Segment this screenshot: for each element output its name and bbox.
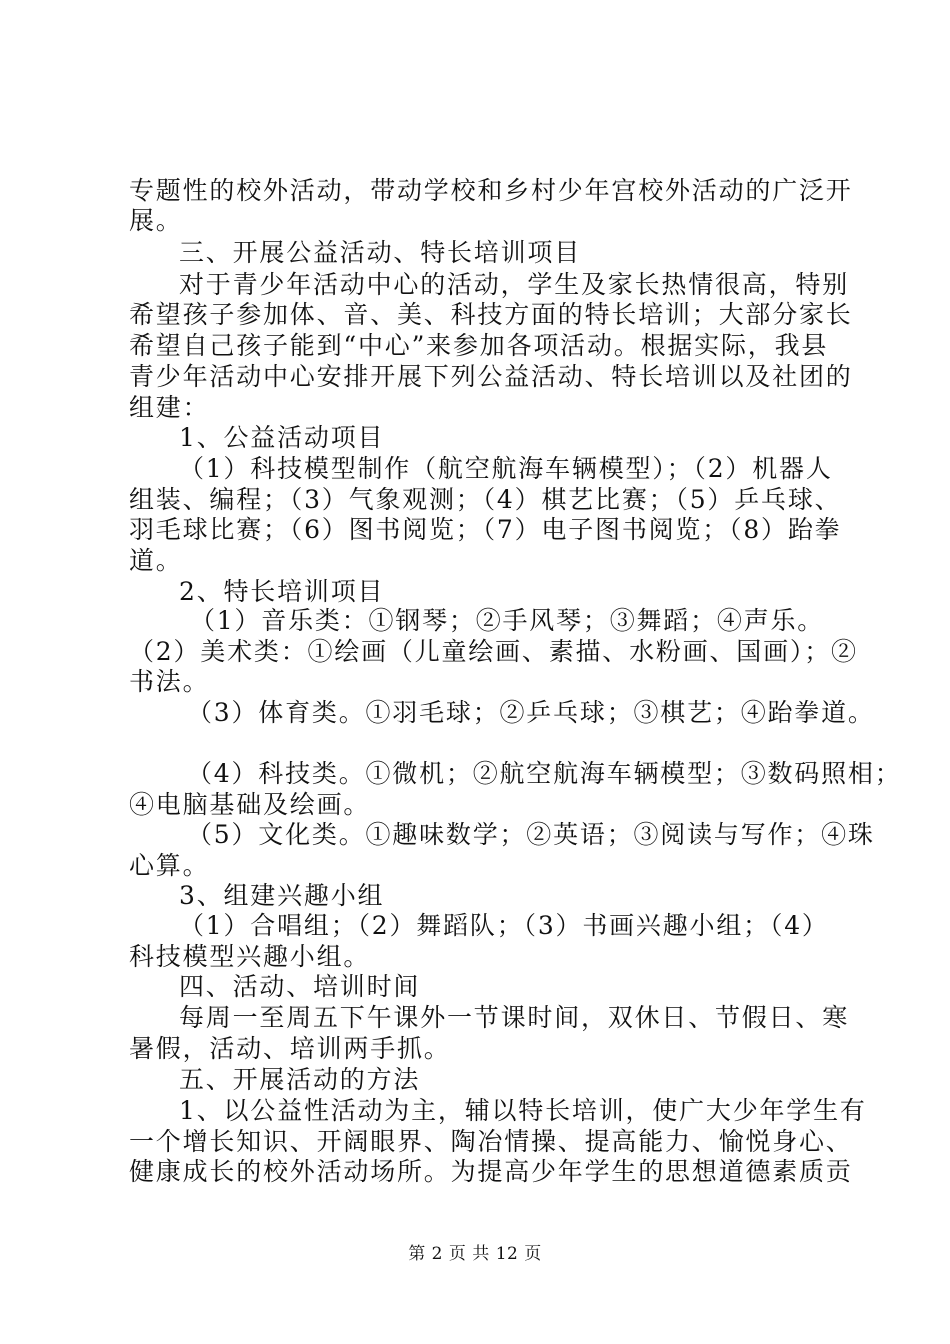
text-line: 每周一至周五下午课外一节课时间，双休日、节假日、寒 [179, 1003, 850, 1032]
text-line: （4）科技类。①微机；②航空航海车辆模型；③数码照相； [187, 759, 902, 788]
page-number-footer: 第 2 页 共 12 页 [408, 1244, 542, 1264]
text-line: （1）音乐类：①钢琴；②手风琴；③舞蹈；④声乐。 [190, 606, 825, 635]
section-heading: 三、开展公益活动、特长培训项目 [179, 238, 582, 267]
text-line: 心算。 [129, 851, 210, 880]
text-line: 羽毛球比赛；（6）图书阅览；（7）电子图书阅览；（8）跆拳 [129, 515, 842, 544]
subsection-heading: 1、公益活动项目 [179, 423, 385, 452]
text-line: 希望孩子参加体、音、美、科技方面的特长培训；大部分家长 [129, 300, 853, 329]
text-line: （1）科技模型制作（航空航海车辆模型）；（2）机器人 [179, 454, 833, 483]
text-line: （1）合唱组；（2）舞蹈队；（3）书画兴趣小组；（4） [179, 911, 829, 940]
text-line: 暑假，活动、培训两手抓。 [129, 1034, 451, 1063]
text-line: 希望自己孩子能到“中心”来参加各项活动。根据实际，我县 [129, 331, 829, 360]
subsection-heading: 2、特长培训项目 [179, 577, 385, 606]
subsection-heading: 3、组建兴趣小组 [179, 881, 385, 910]
text-line: 道。 [129, 546, 183, 575]
text-line: 组装、编程；（3）气象观测；（4）棋艺比赛；（5）乒乓球、 [129, 485, 842, 514]
text-line: 1、以公益性活动为主，辅以特长培训，使广大少年学生有 [179, 1096, 867, 1125]
text-line: （5）文化类。①趣味数学；②英语；③阅读与写作；④珠 [187, 820, 875, 849]
text-line: 青少年活动中心安排开展下列公益活动、特长培训以及社团的 [129, 362, 853, 391]
text-line: （2）美术类：①绘画（儿童绘画、素描、水粉画、国画）；② [129, 637, 858, 666]
section-heading: 五、开展活动的方法 [179, 1065, 421, 1094]
text-line: 健康成长的校外活动场所。为提高少年学生的思想道德素质贡 [129, 1157, 853, 1186]
text-line: 专题性的校外活动，带动学校和乡村少年宫校外活动的广泛开 [129, 176, 853, 205]
text-line: 书法。 [129, 667, 210, 696]
section-heading: 四、活动、培训时间 [179, 972, 421, 1001]
text-line: 对于青少年活动中心的活动，学生及家长热情很高，特别 [179, 270, 850, 299]
text-line: 展。 [129, 206, 183, 235]
text-line: 一个增长知识、开阔眼界、陶冶情操、提高能力、愉悦身心、 [129, 1127, 853, 1156]
text-line: ④电脑基础及绘画。 [129, 790, 371, 819]
text-line: （3）体育类。①羽毛球；②乒乓球；③棋艺；④跆拳道。 [187, 698, 875, 727]
text-line: 组建： [129, 393, 210, 422]
text-line: 科技模型兴趣小组。 [129, 942, 371, 971]
